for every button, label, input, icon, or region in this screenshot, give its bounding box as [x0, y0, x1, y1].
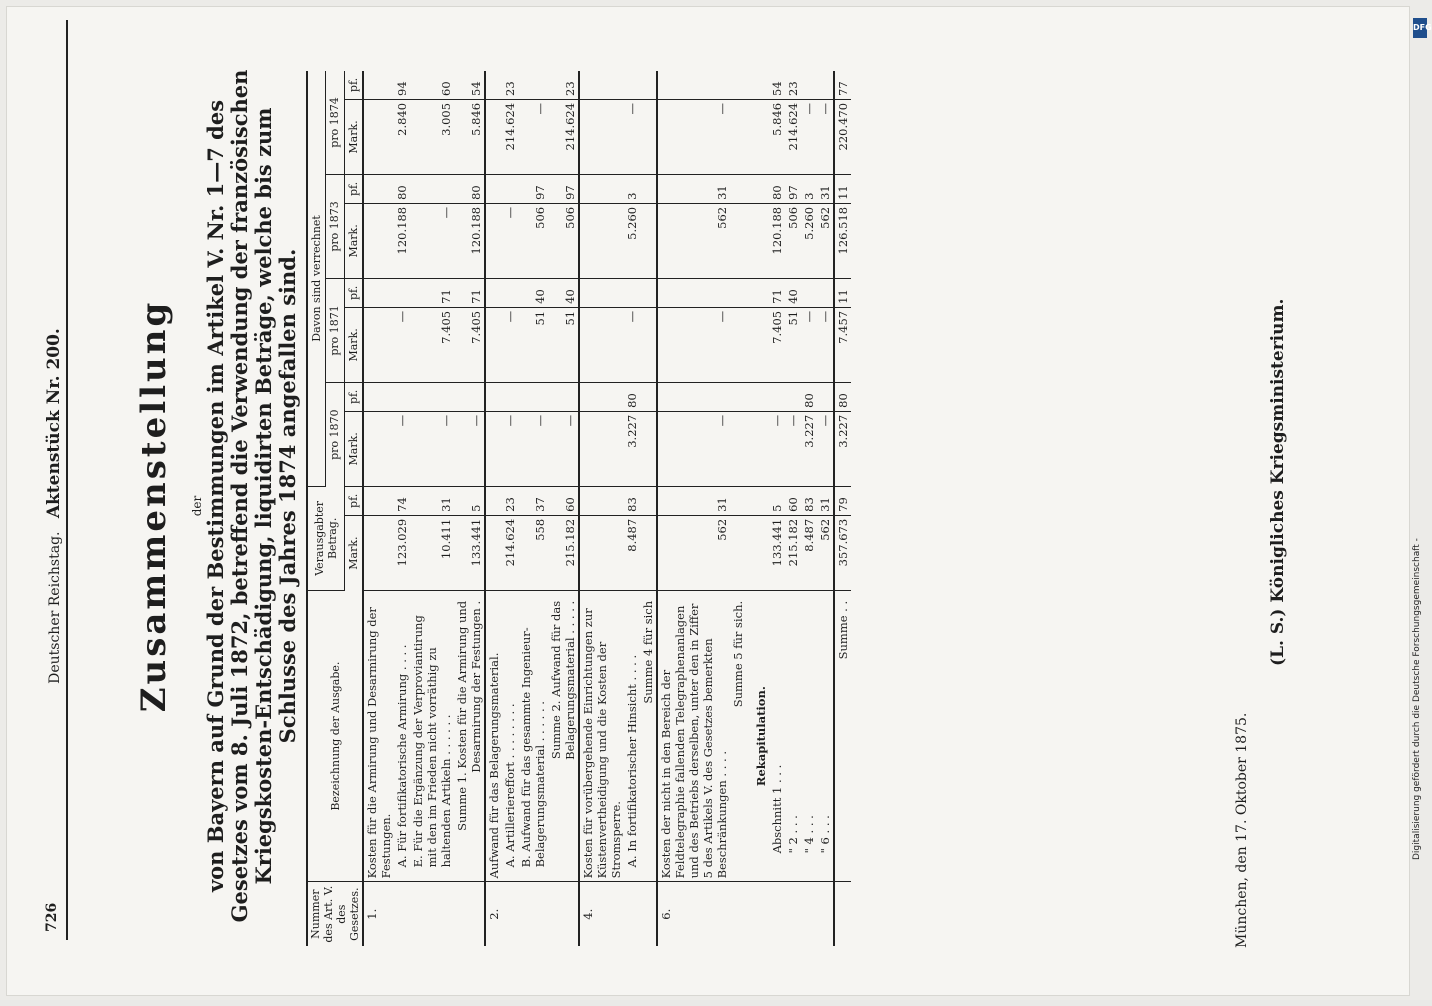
- cell-1873-mark: 120.188: [769, 203, 785, 278]
- cell-1874-pf: 54: [454, 71, 485, 99]
- running-header: [44, 6, 64, 1006]
- cell-1874-mark: 5.846: [454, 99, 485, 174]
- header-year-1871: pro 1871: [326, 278, 344, 382]
- cell-total-pf: 60: [785, 486, 801, 515]
- cell-1871-mark: —: [624, 307, 640, 382]
- cell-1871-pf: 40: [548, 278, 579, 307]
- header-aktenstueck: Aktenstück Nr. 200.: [44, 328, 64, 519]
- cell-total-pf: 60: [548, 486, 579, 515]
- cell-1873-pf: 97: [518, 174, 548, 203]
- cell-total-mark: 123.029: [394, 515, 410, 590]
- table-row: [769, 71, 785, 946]
- unit-mark: Mark.: [344, 307, 363, 382]
- cell-1870-mark: —: [518, 411, 548, 486]
- document-title: Zusammenstellung: [134, 299, 174, 713]
- dfg-credit: [1410, 10, 1430, 990]
- table-row: [624, 71, 640, 946]
- row-number: 1.: [363, 882, 394, 946]
- table-row: [746, 71, 769, 946]
- cell-total-pf: 31: [410, 486, 454, 515]
- cell-1873-pf: 11: [834, 174, 851, 203]
- dfg-logo: DFG: [1413, 18, 1427, 38]
- cell-1870-mark: —: [410, 411, 454, 486]
- unit-pf: pf.: [344, 278, 363, 307]
- recapitulation-heading: Rekapitulation.: [746, 590, 769, 882]
- table-row: [834, 71, 851, 946]
- header-year-1870: pro 1870: [326, 382, 344, 486]
- cell-total-mark: 10.411: [410, 515, 454, 590]
- header-nummer: Nummer des Art. V. des Gesetzes.: [307, 882, 363, 946]
- cell-1874-pf: 23: [502, 71, 518, 99]
- cell-1873-mark: 506: [548, 203, 579, 278]
- cell-total-pf: 31: [657, 486, 730, 515]
- cell-total-pf: 37: [518, 486, 548, 515]
- cell-1870-pf: 80: [624, 382, 640, 411]
- cell-1874-mark: —: [657, 99, 730, 174]
- cell-1871-pf: 40: [785, 278, 801, 307]
- cell-total-mark: 8.487: [624, 515, 640, 590]
- cell-1870-mark: —: [548, 411, 579, 486]
- cell-1874-mark: 214.624: [548, 99, 579, 174]
- cell-1874-mark: —: [518, 99, 548, 174]
- row-description: Abschnitt 1 . . .: [769, 590, 785, 882]
- cell-1874-mark: 220.470: [834, 99, 851, 174]
- cell-1873-mark: 506: [785, 203, 801, 278]
- table-row: [730, 71, 746, 946]
- cell-total-mark: 133.441: [769, 515, 785, 590]
- cell-total-mark: 215.182: [785, 515, 801, 590]
- cell-1870-mark: 3.227: [801, 411, 817, 486]
- cell-1871-mark: 7.405: [410, 307, 454, 382]
- cell-total-mark: 8.487: [801, 515, 817, 590]
- cell-1871-mark: —: [502, 307, 518, 382]
- header-davon: Davon sind verrechnet: [307, 71, 326, 486]
- row-description: Summe . .: [834, 590, 851, 882]
- table-row: [785, 71, 801, 946]
- row-description: " 6 . . .: [817, 590, 834, 882]
- cell-total-pf: 74: [394, 486, 410, 515]
- row-description: Summe 4 für sich: [640, 590, 657, 882]
- cell-1874-pf: 60: [410, 71, 454, 99]
- cell-1874-pf: 23: [785, 71, 801, 99]
- cell-1871-mark: 7.457: [834, 307, 851, 382]
- cell-1874-mark: 3.005: [410, 99, 454, 174]
- cell-1871-mark: —: [801, 307, 817, 382]
- page-number: 726: [44, 902, 60, 932]
- cell-1873-pf: 97: [548, 174, 579, 203]
- title-connector: der: [190, 495, 204, 517]
- row-number: 2.: [485, 882, 502, 946]
- row-description: A. Artilleriereffort . . . . . . . .: [502, 590, 518, 882]
- unit-pf: pf.: [344, 174, 363, 203]
- cell-1870-mark: —: [785, 411, 801, 486]
- cell-1870-mark: —: [657, 411, 730, 486]
- cell-1873-pf: 3: [624, 174, 640, 203]
- cell-1874-pf: 54: [769, 71, 785, 99]
- cell-total-pf: 23: [502, 486, 518, 515]
- table-row: [410, 71, 454, 946]
- row-number: 6.: [657, 882, 730, 946]
- cell-1873-pf: 80: [394, 174, 410, 203]
- table-row: [518, 71, 548, 946]
- cell-1874-pf: 23: [548, 71, 579, 99]
- cell-1873-pf: 3: [801, 174, 817, 203]
- cell-total-mark: 562: [657, 515, 730, 590]
- unit-pf: pf.: [344, 382, 363, 411]
- cell-1873-mark: 5.260: [624, 203, 640, 278]
- cell-total-mark: 357.673: [834, 515, 851, 590]
- row-description: Kosten für vorübergehende Einrichtungen zur Küstenvertheidigung und die Kosten der Stromsperre.: [579, 590, 624, 882]
- cell-1874-mark: 5.846: [769, 99, 785, 174]
- cell-1873-pf: 80: [769, 174, 785, 203]
- table-row: [579, 71, 624, 946]
- cell-1873-pf: 31: [817, 174, 834, 203]
- row-description: Summe 1. Kosten für die Armirung und Desarmirung der Festungen .: [454, 590, 485, 882]
- cell-total-mark: 133.441: [454, 515, 485, 590]
- cell-1874-mark: —: [624, 99, 640, 174]
- cell-1873-mark: 120.188: [394, 203, 410, 278]
- cell-1870-mark: 3.227: [834, 411, 851, 486]
- cell-1871-pf: 71: [454, 278, 485, 307]
- row-description: Summe 2. Aufwand für das Belagerungsmaterial . . . . .: [548, 590, 579, 882]
- cell-1870-mark: 3.227: [624, 411, 640, 486]
- cell-1873-mark: 562: [817, 203, 834, 278]
- table-row: [502, 71, 518, 946]
- cell-1871-pf: 71: [410, 278, 454, 307]
- cell-1871-pf: 40: [518, 278, 548, 307]
- header-bezeichnung: Bezeichnung der Ausgabe.: [307, 590, 363, 882]
- cell-1873-pf: 31: [657, 174, 730, 203]
- table-row: [485, 71, 502, 946]
- unit-pf: pf.: [344, 486, 363, 515]
- cell-total-pf: 5: [454, 486, 485, 515]
- unit-mark: Mark.: [344, 99, 363, 174]
- row-description: A. In fortifikatorischer Hinsicht . . . .: [624, 590, 640, 882]
- cell-1873-mark: 562: [657, 203, 730, 278]
- table-row: [394, 71, 410, 946]
- row-description: B. Aufwand für das gesammte Ingenieur-Belagerungsmaterial . . . . . .: [518, 590, 548, 882]
- table-row: [454, 71, 485, 946]
- cell-total-pf: 5: [769, 486, 785, 515]
- cell-1871-mark: —: [394, 307, 410, 382]
- unit-mark: Mark.: [344, 203, 363, 278]
- cell-1871-mark: 51: [518, 307, 548, 382]
- cell-1870-mark: —: [502, 411, 518, 486]
- cell-total-pf: 31: [817, 486, 834, 515]
- cell-total-pf: 83: [801, 486, 817, 515]
- unit-pf: pf.: [344, 71, 363, 99]
- cell-1873-mark: —: [410, 203, 454, 278]
- table-row: [548, 71, 579, 946]
- cell-1871-pf: 71: [769, 278, 785, 307]
- cell-1874-mark: 214.624: [502, 99, 518, 174]
- unit-mark: Mark.: [344, 515, 363, 590]
- cell-1874-mark: —: [817, 99, 834, 174]
- cell-1873-mark: 120.188: [454, 203, 485, 278]
- cell-1873-pf: 97: [785, 174, 801, 203]
- footer-seal: (L. S.) Königliches Kriegsministerium.: [1268, 298, 1288, 666]
- cell-1874-pf: 77: [834, 71, 851, 99]
- cell-1870-mark: —: [769, 411, 785, 486]
- cell-1871-mark: 51: [548, 307, 579, 382]
- row-description: Aufwand für das Belagerungsmaterial.: [485, 590, 502, 882]
- header-verausgabt: Verausgabter Betrag.: [307, 486, 344, 590]
- cell-1874-mark: 214.624: [785, 99, 801, 174]
- cell-1871-mark: 7.405: [454, 307, 485, 382]
- row-description: E. Für die Ergänzung der Verproviantirung mit den im Frieden nicht vorräthig zu haltenden Artikeln . . . . . .: [410, 590, 454, 882]
- cell-total-mark: 214.624: [502, 515, 518, 590]
- header-year-1874: pro 1874: [326, 71, 344, 174]
- row-description: A. Für fortifikatorische Armirung . . . .: [394, 590, 410, 882]
- header-year-1873: pro 1873: [326, 174, 344, 278]
- document-subtitle: von Bayern auf Grund der Bestimmungen im Artikel V. Nr. 1—7 des Gesetzes vom 8. Juli 1872, betreffend die Verwendung der französischen Kriegskosten-Entschädigung, liquidirten Beträge, welche bis zum Schlusse des Jahres 1874 angefallen sind.: [203, 69, 300, 923]
- cell-total-mark: 562: [817, 515, 834, 590]
- cell-1870-mark: —: [454, 411, 485, 486]
- document-page: [6, 6, 1410, 996]
- row-description: Summe 5 für sich.: [730, 590, 746, 882]
- table-row: [640, 71, 657, 946]
- cell-total-mark: 558: [518, 515, 548, 590]
- cell-total-mark: 215.182: [548, 515, 579, 590]
- cell-1874-mark: 2.840: [394, 99, 410, 174]
- cell-total-pf: 83: [624, 486, 640, 515]
- cell-1870-pf: 80: [801, 382, 817, 411]
- row-description: Kosten für die Armirung und Desarmirung der Festungen.: [363, 590, 394, 882]
- cell-1874-pf: 94: [394, 71, 410, 99]
- cell-1873-mark: —: [502, 203, 518, 278]
- cell-1874-mark: —: [801, 99, 817, 174]
- cell-1873-pf: 80: [454, 174, 485, 203]
- cell-1873-mark: 5.260: [801, 203, 817, 278]
- row-number: 4.: [579, 882, 624, 946]
- table-row: [817, 71, 834, 946]
- cell-1873-mark: 126.518: [834, 203, 851, 278]
- cell-1870-pf: 80: [834, 382, 851, 411]
- table-row: [801, 71, 817, 946]
- table-row: [657, 71, 730, 946]
- row-description: Kosten der nicht in den Bereich der Feldtelegraphie fallenden Telegraphenanlagen und des Betriebs derselben, unter den in Ziffer 5 des Artikels V. des Gesetzes bemerkten Beschränkungen . . . .: [657, 590, 730, 882]
- header-title: Deutscher Reichstag.: [47, 531, 63, 684]
- cell-1873-mark: 506: [518, 203, 548, 278]
- header-rule: [66, 20, 68, 940]
- row-description: " 2 . . .: [785, 590, 801, 882]
- row-description: " 4 . . .: [801, 590, 817, 882]
- table-row: [363, 71, 394, 946]
- expenditure-table: [306, 71, 851, 946]
- dfg-credit-text: Digitalisierung gefördert durch die Deutsche Forschungsgemeinschaft -: [1412, 538, 1422, 860]
- unit-mark: Mark.: [344, 411, 363, 486]
- cell-total-pf: 79: [834, 486, 851, 515]
- cell-1871-mark: —: [657, 307, 730, 382]
- cell-1871-mark: —: [817, 307, 834, 382]
- cell-1871-mark: 7.405: [769, 307, 785, 382]
- cell-1871-mark: 51: [785, 307, 801, 382]
- cell-1871-pf: 11: [834, 278, 851, 307]
- cell-1870-mark: —: [394, 411, 410, 486]
- footer-date: München, den 17. Oktober 1875.: [1234, 712, 1250, 948]
- cell-1870-mark: —: [817, 411, 834, 486]
